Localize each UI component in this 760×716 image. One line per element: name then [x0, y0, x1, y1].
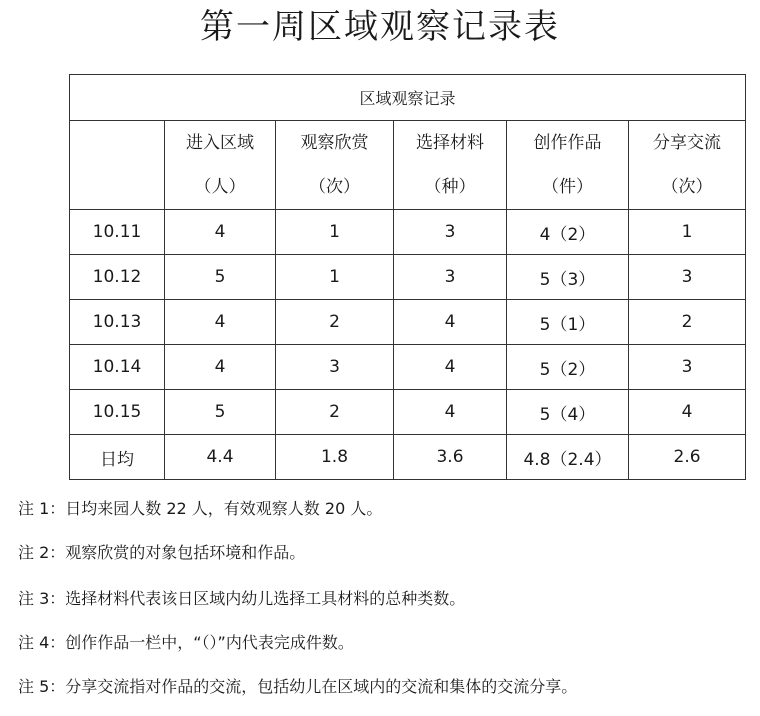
table-cell: 4	[165, 210, 276, 255]
header-unit: （次）	[661, 177, 713, 197]
average-cell: 3.6	[394, 435, 507, 480]
date-cell: 10.14	[70, 345, 165, 390]
header-cell-blank	[70, 121, 165, 210]
header-label: 观察欣赏	[300, 133, 369, 153]
header-cell-materials	[394, 121, 507, 210]
table-cell: 2	[276, 300, 394, 345]
average-cell: 4.4	[165, 435, 276, 480]
table-cell: 2	[276, 390, 394, 435]
table-cell: 5（3）	[507, 255, 629, 300]
table-cell: 4	[394, 345, 507, 390]
table-cell: 4	[165, 300, 276, 345]
header-cell-enter-area	[165, 121, 276, 210]
table-cell: 3	[629, 255, 746, 300]
table-row	[70, 255, 746, 300]
table-cell: 5（1）	[507, 300, 629, 345]
table-cell: 3	[629, 345, 746, 390]
note-4: 注 4：创作作品一栏中，“（）”内代表完成件数。	[18, 633, 354, 652]
observation-table	[69, 74, 746, 480]
date-cell: 10.12	[70, 255, 165, 300]
table-caption-row	[70, 75, 746, 121]
table-cell: 4	[165, 345, 276, 390]
date-cell: 10.15	[70, 390, 165, 435]
header-cell-share	[629, 121, 746, 210]
header-unit: （次）	[309, 177, 360, 197]
date-cell: 10.13	[70, 300, 165, 345]
note-1: 注 1：日均来园人数 22 人，有效观察人数 20 人。	[18, 499, 383, 518]
note-3: 注 3：选择材料代表该日区域内幼儿选择工具材料的总种类数。	[18, 589, 466, 608]
note-5: 注 5：分享交流指对作品的交流，包括幼儿在区域内的交流和集体的交流分享。	[18, 677, 578, 696]
table-row	[70, 300, 746, 345]
date-cell: 10.11	[70, 210, 165, 255]
average-cell: 4.8（2.4）	[507, 435, 629, 480]
table-cell: 4	[394, 390, 507, 435]
table-cell: 5	[165, 255, 276, 300]
table-row	[70, 210, 746, 255]
header-cell-works	[507, 121, 629, 210]
table-cell: 4（2）	[507, 210, 629, 255]
note-2: 注 2：观察欣赏的对象包括环境和作品。	[18, 543, 306, 562]
table-cell: 1	[276, 210, 394, 255]
table-cell: 4	[394, 300, 507, 345]
page-title: 第一周区域观察记录表	[200, 7, 560, 47]
table-cell: 3	[394, 255, 507, 300]
header-label: 创作作品	[533, 133, 602, 153]
average-row	[70, 435, 746, 480]
table-cell: 1	[276, 255, 394, 300]
table-caption: 区域观察记录	[70, 75, 746, 121]
table-cell: 4	[629, 390, 746, 435]
average-label: 日均	[70, 435, 165, 480]
header-unit: （种）	[424, 177, 476, 197]
header-label: 分享交流	[653, 133, 722, 153]
table-cell: 5（4）	[507, 390, 629, 435]
header-unit: （人）	[194, 177, 246, 197]
table-header-row	[70, 121, 746, 210]
header-unit: （件）	[542, 177, 593, 197]
table-cell: 5（2）	[507, 345, 629, 390]
table-cell: 3	[276, 345, 394, 390]
average-cell: 1.8	[276, 435, 394, 480]
table-cell: 3	[394, 210, 507, 255]
header-cell-observe	[276, 121, 394, 210]
table-row	[70, 390, 746, 435]
average-cell: 2.6	[629, 435, 746, 480]
table-cell: 1	[629, 210, 746, 255]
table-row	[70, 345, 746, 390]
header-label: 进入区域	[186, 133, 254, 153]
table-cell: 2	[629, 300, 746, 345]
table-cell: 5	[165, 390, 276, 435]
header-label: 选择材料	[416, 133, 484, 153]
